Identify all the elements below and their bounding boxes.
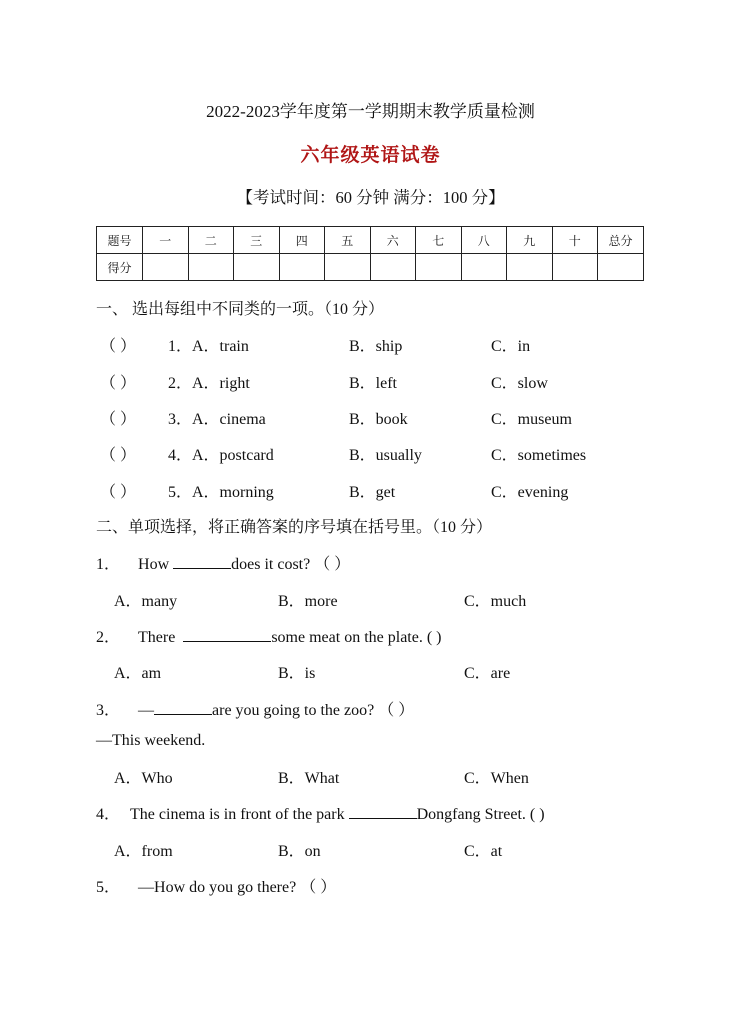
score-cell[interactable] <box>143 254 189 281</box>
score-table-col: 四 <box>279 227 325 254</box>
score-cell[interactable] <box>507 254 553 281</box>
answer-bracket[interactable]: （ ） <box>100 484 137 501</box>
fill-blank[interactable] <box>183 627 271 642</box>
option-b: B．is <box>278 665 316 682</box>
question-option-c: C．in <box>491 338 531 355</box>
score-table-col: 总分 <box>598 227 644 254</box>
score-cell[interactable] <box>279 254 325 281</box>
question-number: 2． <box>96 629 121 646</box>
fill-blank[interactable] <box>173 554 231 569</box>
score-table-col: 六 <box>370 227 416 254</box>
question-option-a: 3．A．cinema <box>168 411 266 428</box>
score-table-col: 九 <box>507 227 553 254</box>
answer-bracket[interactable]: （ ） <box>100 375 137 392</box>
question-5 <box>96 874 336 897</box>
score-table <box>96 226 644 281</box>
score-table-header-row <box>97 227 644 254</box>
score-table-col: 三 <box>234 227 280 254</box>
score-cell[interactable] <box>325 254 371 281</box>
question-number: 5． <box>96 879 121 896</box>
option-a: A．from <box>114 843 173 860</box>
question-2 <box>96 624 442 647</box>
question-option-b: B．book <box>349 411 408 428</box>
score-cell[interactable] <box>370 254 416 281</box>
option-b: B．more <box>278 593 338 610</box>
question-option-a: 4．A．postcard <box>168 447 274 464</box>
score-table-col: 一 <box>143 227 189 254</box>
question-option-c: C．museum <box>491 411 572 428</box>
score-table-col: 十 <box>552 227 598 254</box>
question-option-a: 2．A．right <box>168 375 250 392</box>
question-3 <box>96 697 414 720</box>
option-b: B．What <box>278 770 340 787</box>
score-table-col: 二 <box>188 227 234 254</box>
score-table-col: 七 <box>416 227 462 254</box>
question-option-c: C．evening <box>491 484 569 501</box>
option-c: C．at <box>464 843 503 860</box>
exam-subtitle: 六年级英语试卷 <box>300 145 441 166</box>
question-text: How <box>138 556 170 573</box>
answer-bracket[interactable]: （ ） <box>100 411 137 428</box>
score-table-col: 五 <box>325 227 371 254</box>
question-1 <box>96 551 350 574</box>
question-4 <box>96 801 545 824</box>
score-cell[interactable] <box>188 254 234 281</box>
question-number: 1． <box>96 556 121 573</box>
section1-heading: 一、 选出每组中不同类的一项。（10 分） <box>96 301 385 318</box>
question-number: 3． <box>96 702 121 719</box>
question-option-c: C．slow <box>491 375 548 392</box>
fill-blank[interactable] <box>154 700 212 715</box>
question-text: Dongfang Street. ( ) <box>416 806 545 823</box>
question-option-a: 1．A．train <box>168 338 249 355</box>
question-option-a: 5．A．morning <box>168 484 274 501</box>
answer-bracket[interactable]: （ ） <box>100 447 137 464</box>
option-a: A．many <box>114 593 178 610</box>
question-number: 4． <box>96 806 121 823</box>
option-c: C．are <box>464 665 511 682</box>
question-option-b: B．ship <box>349 338 403 355</box>
exam-time-info: 【考试时间：60 分钟 满分：100 分】 <box>236 188 505 207</box>
option-c: C．much <box>464 593 527 610</box>
question-text: — <box>138 702 155 719</box>
exam-title: 2022-2023学年度第一学期期末教学质量检测 <box>206 102 535 121</box>
option-b: B．on <box>278 843 321 860</box>
question-option-b: B．usually <box>349 447 422 464</box>
question-text: some meat on the plate. ( ) <box>271 629 442 646</box>
score-cell[interactable] <box>552 254 598 281</box>
option-a: A．am <box>114 665 162 682</box>
score-cell[interactable] <box>461 254 507 281</box>
option-a: A．Who <box>114 770 173 787</box>
section2-heading: 二、单项选择，将正确答案的序号填在括号里。（10 分） <box>96 519 493 536</box>
answer-bracket[interactable]: （ ） <box>100 338 137 355</box>
question-option-c: C．sometimes <box>491 447 587 464</box>
score-table-col: 八 <box>461 227 507 254</box>
score-table-row-label: 题号 <box>97 227 143 254</box>
question-text: does it cost? （ ） <box>231 556 351 573</box>
question-option-b: B．get <box>349 484 396 501</box>
score-cell[interactable] <box>598 254 644 281</box>
question-text: The cinema is in front of the park <box>130 806 345 823</box>
question-text: are you going to the zoo? （ ） <box>212 702 415 719</box>
score-cell[interactable] <box>234 254 280 281</box>
score-table-score-row <box>97 254 644 281</box>
score-cell[interactable] <box>416 254 462 281</box>
score-table-row-label: 得分 <box>97 254 143 281</box>
fill-blank[interactable] <box>349 804 417 819</box>
answer-line: —This weekend. <box>96 732 206 749</box>
question-text: —How do you go there? （ ） <box>138 879 337 896</box>
question-option-b: B．left <box>349 375 397 392</box>
option-c: C．When <box>464 770 529 787</box>
question-text: There <box>138 629 176 646</box>
